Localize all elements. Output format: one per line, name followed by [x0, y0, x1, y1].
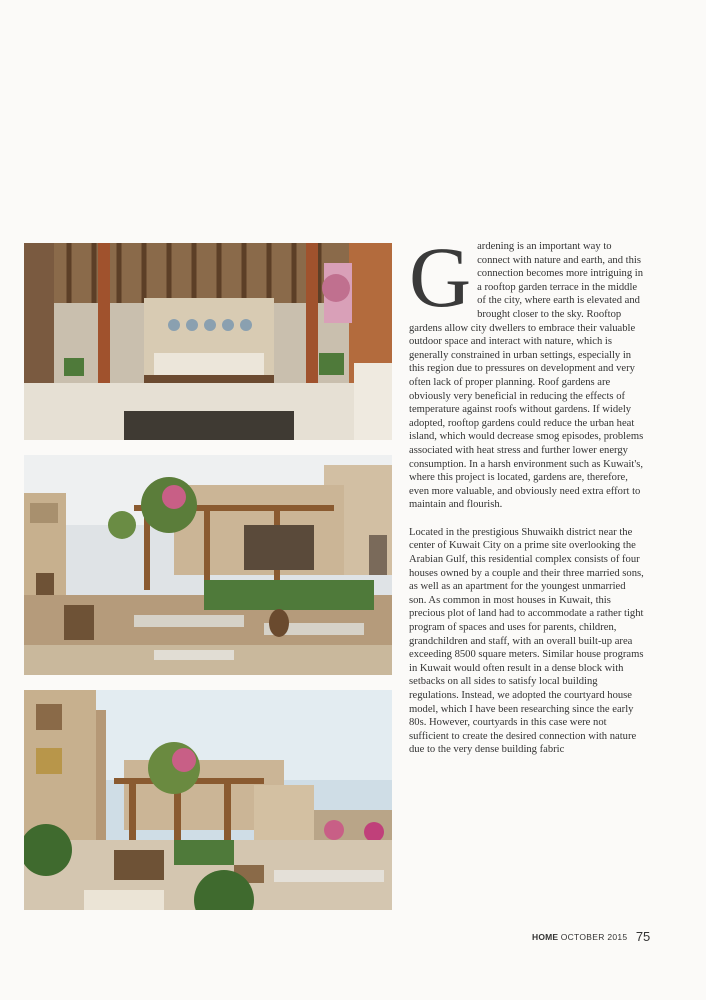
paragraph-1-text: ardening is an important way to connect with nature and earth, and this connection becomes more intriguing in a rooftop garden terrace in the middle of the city, where earth is elevated and brought closer to the sky. Rooftop gardens allow city dwellers to embrace their valuable outdoor space and interact with nature, which is generally constrained in urban settings, especially in this region due to pressures on development and very often lack of proper planning. Roof gardens are obviously very beneficial in reducing the effects of temperature against roofs without gardens. If widely adopted, rooftop gardens could reduce the urban heat island, which would decrease smog episodes, problems associated with heat stress and further lower energy consumption. In a harsh environment such as Kuwait's, where this project is located, gardens are, therefore, even more valuable, and obviously need extra effort to maintain and flourish.: [409, 241, 644, 511]
article-paragraph-1: [409, 229, 645, 512]
page-number: 75: [635, 929, 651, 944]
article-body: [409, 229, 645, 771]
magazine-name: HOME: [532, 932, 559, 942]
rooftop-tower-garden-photo: [24, 690, 392, 910]
issue-date: OCTOBER 2015: [560, 932, 628, 942]
rooftop-pergola-lounge-photo: [24, 243, 392, 440]
article-paragraph-2: Located in the prestigious Shuwaikh district near the center of Kuwait City on a prime site overlooking the Arabian Gulf, this residential complex consists of four houses owned by a couple and their three married sons, as well as an apartment for the youngest unmarried son. As common in most houses in Kuwait, this precious plot of land had to accommodate a rather tight program of spaces and uses for parents, children, grandchildren and staff, with an overall built-up area exceeding 8500 square meters. Similar house programs in Kuwait would often result in a dense block with setbacks on all sides to satisfy local building regulations. Instead, we adopted the courtyard house model, which I have been researching since the early 80s. However, courtyards in this case were not sufficient to create the desired connection with nature due to the very dense building fabric: [409, 526, 644, 756]
page-footer: [532, 929, 650, 944]
drop-cap: G: [409, 229, 472, 325]
rooftop-terrace-pergola-photo: [24, 455, 392, 675]
